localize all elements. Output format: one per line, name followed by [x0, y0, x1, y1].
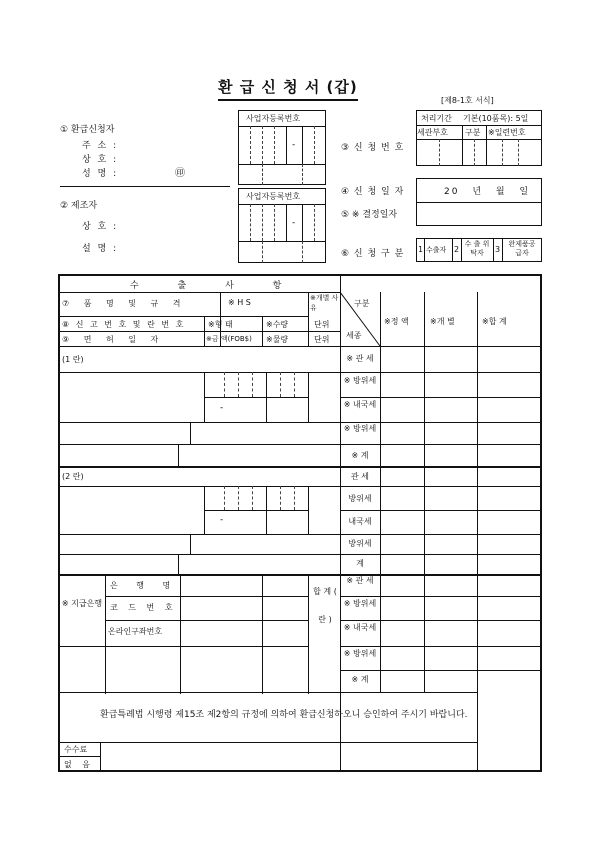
- s3-total: ※ 계: [351, 675, 369, 684]
- reason-label: ※개별 사유: [310, 294, 339, 312]
- app-date-label: ④ 신 청 일 자: [341, 187, 405, 197]
- applicant-company-label: 상 호 :: [82, 155, 119, 165]
- manufacturer-header: ② 제조자: [60, 201, 98, 211]
- decision-date-label: ⑤ ※ 결정일자: [341, 210, 398, 220]
- manufacturer-name-label: 설 명 :: [82, 244, 119, 254]
- row7-label: ⑦ 품 명 및 규 격: [62, 299, 187, 308]
- s1-total: ※ 계: [351, 451, 369, 460]
- opt-supplier[interactable]: 완제품공 급자: [508, 240, 536, 257]
- bank-code-label: 코 드 번 호: [110, 603, 177, 612]
- s2-internal: 내국세: [348, 517, 372, 526]
- s2-defense2: 방위세: [348, 539, 372, 548]
- opt-consignor[interactable]: 수 출 위탁자: [464, 240, 490, 257]
- export-table: [58, 274, 542, 772]
- section-2-label: (2 란): [62, 472, 84, 481]
- individual-head: ※개 별: [430, 317, 455, 326]
- qty-label: ※수량: [266, 320, 289, 329]
- app-date-value: 20 년 월 일: [444, 187, 531, 197]
- opt-exporter[interactable]: 수출자: [426, 246, 447, 254]
- fee-label: 수수료: [64, 745, 88, 754]
- export-header: 수 출 사 항: [130, 281, 300, 291]
- bizno-label-2: 사업자등록번호: [246, 192, 301, 201]
- app-type-label: ⑥ 신 청 구 분: [341, 249, 405, 259]
- applicant-header: ① 환급신청자: [60, 125, 115, 135]
- hs-label: ※ H S: [228, 298, 251, 307]
- s1-internal: ※ 내국세: [343, 400, 377, 409]
- sum-section-label: 합 계 ( 란 ): [313, 587, 337, 624]
- total-head: ※합 계: [482, 317, 507, 326]
- tax-type-head: 세종: [346, 331, 362, 340]
- bank-name-label: 은 행 명: [110, 581, 179, 590]
- page-title: 환 급 신 청 서 (갑): [218, 78, 358, 96]
- section-1-label: (1 란): [62, 355, 84, 364]
- s1-defense2: ※ 방위세: [343, 424, 377, 433]
- category-head: 구분: [354, 299, 370, 308]
- applicant-address-label: 주 소 :: [82, 141, 119, 151]
- s3-defense2: ※ 방위세: [343, 649, 377, 658]
- manufacturer-company-label: 상 호 :: [82, 222, 119, 232]
- fixed-amount-head: ※정 액: [384, 317, 409, 326]
- applicant-name-label: 성 명 :: [82, 169, 119, 179]
- bank-label: ※ 지급은행: [61, 599, 103, 608]
- row9-label: ⑨ 면 허 일 자: [62, 335, 165, 344]
- row8-label: ⑧ 신 고 번 호 및 란 번 호: [62, 320, 186, 329]
- s3-customs: ※ 관 세: [346, 576, 374, 585]
- fee-value: 없 음: [64, 760, 94, 769]
- s2-total: 계: [356, 559, 364, 568]
- weight-label: ※물량: [266, 335, 289, 344]
- unit-label: 단위: [314, 320, 330, 329]
- app-number-label: ③ 신 청 번 호: [341, 143, 405, 153]
- unit2-label: 단위: [314, 335, 330, 344]
- bank-account-label: 온라인구좌번호: [108, 627, 163, 636]
- title-underline: [218, 99, 358, 101]
- s1-customs: ※ 관 세: [346, 354, 374, 363]
- s3-defense: ※ 방위세: [343, 599, 377, 608]
- bizno-label-1: 사업자등록번호: [246, 114, 301, 123]
- shape-label: ※형 태: [208, 320, 233, 329]
- processing-label: 처리기간: [421, 114, 452, 123]
- statement-text: 환급특례법 시행령 제15조 제2항의 규정에 의하여 환급신청하오니 승인하여 주시기 바랍니다.: [100, 710, 468, 720]
- s1-defense: ※ 방위세: [343, 376, 377, 385]
- s2-defense: 방위세: [348, 494, 372, 503]
- s2-customs: 관 세: [351, 472, 369, 481]
- seal-mark: ㊞: [175, 168, 185, 179]
- customs-code-header: 세관부호: [417, 128, 448, 137]
- diagonal-divider: [340, 292, 381, 347]
- serial-header: ※일련번호: [488, 128, 526, 137]
- amount-label: ※금 액(FOB$): [206, 335, 252, 343]
- category-header: 구분: [465, 128, 481, 137]
- processing-period: 기본(10품목): 5일: [463, 114, 529, 123]
- s3-internal: ※ 내국세: [343, 623, 377, 632]
- form-number: [제8-1호 서식]: [441, 96, 494, 105]
